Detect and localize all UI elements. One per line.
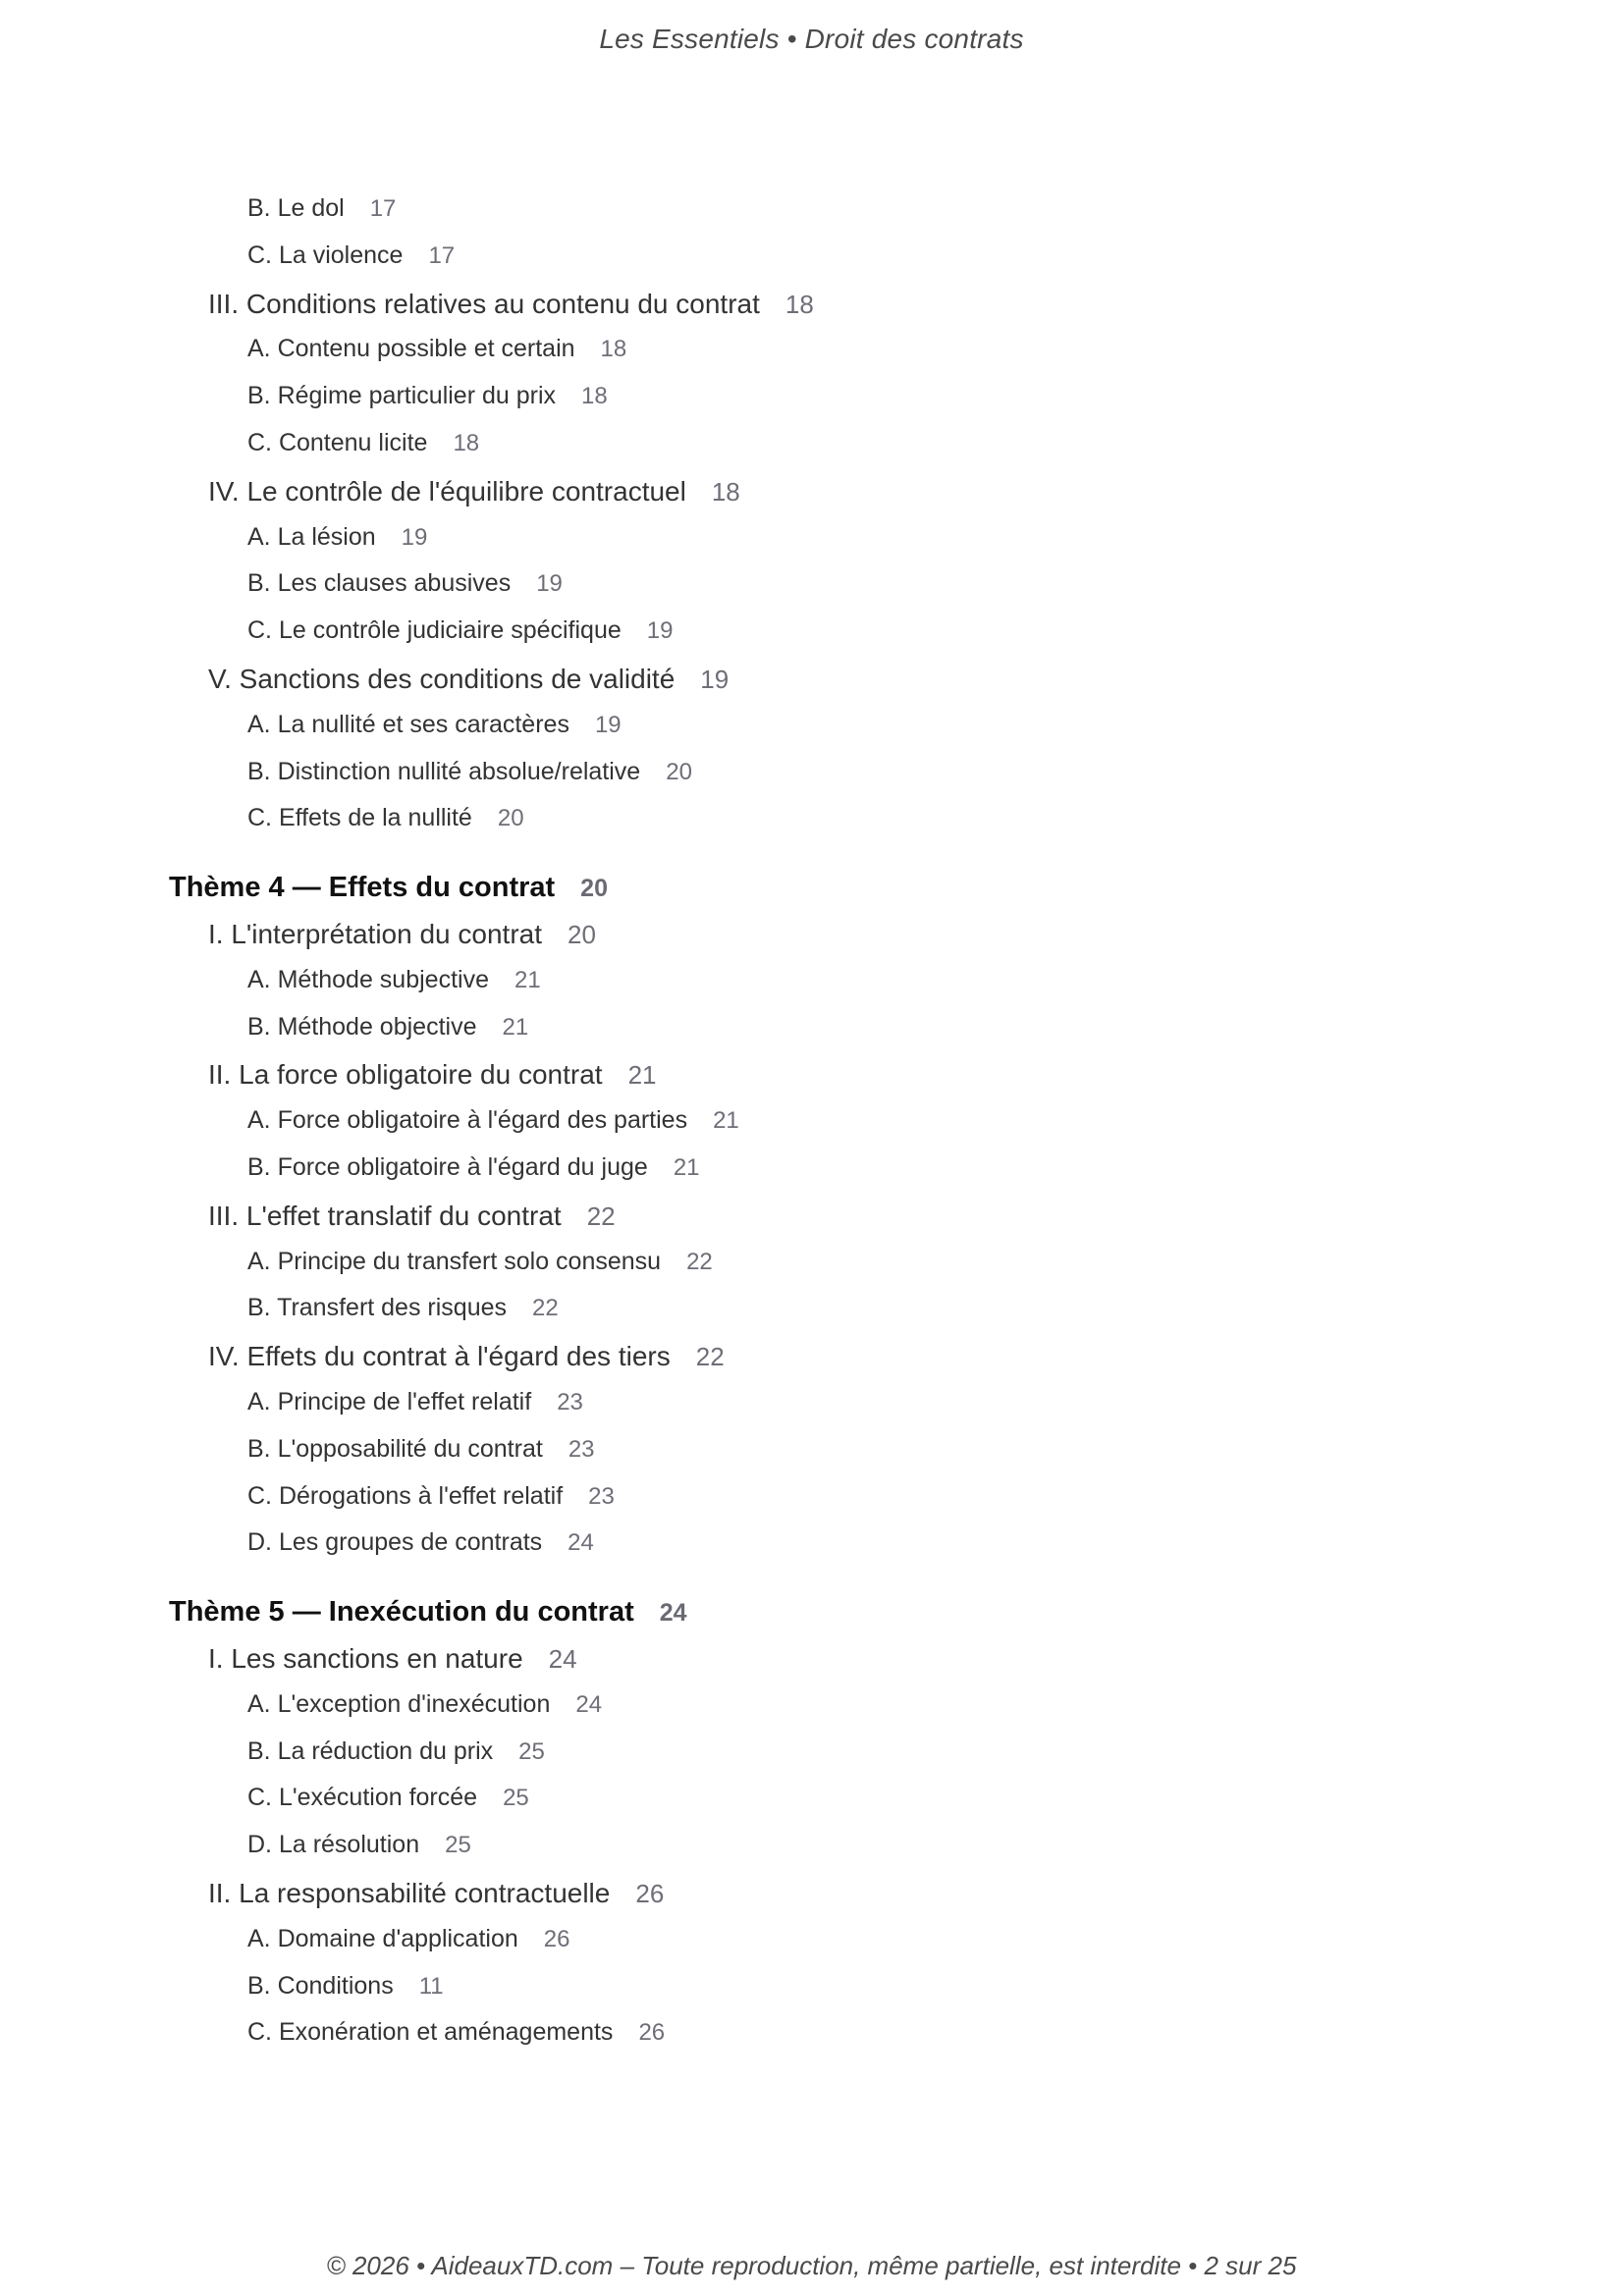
toc-section-entry[interactable] (208, 666, 729, 693)
toc-entry-label: C. La violence (247, 240, 404, 269)
toc-subsection-entry[interactable] (247, 240, 456, 269)
toc-page-number: 24 (575, 1690, 603, 1718)
toc-page-number: 20 (580, 875, 608, 903)
toc-subsection-entry[interactable] (247, 1736, 545, 1765)
toc-entry-label: C. Contenu licite (247, 429, 428, 456)
toc-entry-label: III. Conditions relatives au contenu du contrat (208, 288, 760, 319)
toc-section-entry[interactable] (208, 1880, 664, 1907)
toc-entry-label: III. L'effet translatif du contrat (208, 1200, 562, 1231)
toc-page-number: 19 (401, 523, 428, 551)
toc-entry-label: B. Conditions (247, 1971, 394, 2000)
toc-entry-label: C. Dérogations à l'effet relatif (247, 1481, 564, 1510)
toc-entry-label: A. L'exception d'inexécution (247, 1689, 551, 1718)
toc-section-entry[interactable] (208, 921, 596, 948)
toc-page-number: 11 (418, 1972, 444, 2000)
toc-entry-label: A. La nullité et ses caractères (247, 710, 569, 738)
toc-entry-label: A. La lésion (247, 522, 376, 551)
toc-entry-label: A. Principe du transfert solo consensu (247, 1247, 662, 1275)
toc-entry-label: Thème 5 — Inexécution du contrat (169, 1596, 634, 1629)
toc-entry-label: Thème 4 — Effets du contrat (169, 872, 556, 904)
toc-page-number: 21 (502, 1013, 529, 1041)
toc-subsection-entry[interactable] (247, 196, 396, 221)
toc-section-entry[interactable] (208, 1061, 657, 1089)
toc-entry-label: B. Distinction nullité absolue/relative (247, 757, 641, 785)
toc-page-number: 22 (695, 1342, 725, 1372)
toc-subsection-entry[interactable] (247, 1012, 529, 1041)
toc-entry-label: A. Force obligatoire à l'égard des parties (247, 1106, 688, 1135)
toc-section-entry[interactable] (208, 1202, 616, 1230)
toc-page-number: 26 (543, 1925, 570, 1952)
toc-subsection-entry[interactable] (247, 384, 608, 408)
toc-subsection-entry[interactable] (247, 522, 428, 551)
toc-entry-label: II. La force obligatoire du contrat (208, 1059, 603, 1091)
toc-section-entry[interactable] (208, 475, 740, 507)
toc-subsection-entry[interactable] (247, 431, 479, 455)
toc-page-number: 22 (532, 1295, 559, 1322)
running-footer: © 2026 • AideauxTD.com – Toute reproduction, même partielle, est interdite • 2 sur 25 (326, 2251, 1297, 2280)
toc-section-entry[interactable] (208, 1343, 725, 1370)
toc-page-number: 18 (453, 430, 480, 456)
toc-entry-label: B. Transfert des risques (247, 1294, 508, 1322)
toc-entry-label: II. La responsabilité contractuelle (208, 1878, 611, 1908)
toc-page-number: 17 (369, 195, 397, 222)
toc-page-number: 17 (428, 241, 456, 269)
toc-entry-label: V. Sanctions des conditions de validité (208, 664, 676, 694)
toc-entry-label: B. Méthode objective (247, 1012, 477, 1041)
toc-subsection-entry[interactable] (247, 1924, 570, 1952)
toc-subsection-entry[interactable] (247, 1689, 603, 1718)
toc-page-number: 23 (568, 1435, 595, 1463)
toc-subsection-entry[interactable] (247, 1108, 739, 1133)
toc-entry-label: B. Régime particulier du prix (247, 382, 557, 410)
toc-entry-label: IV. Effets du contrat à l'égard des tiers (208, 1341, 671, 1372)
toc-page-number: 25 (445, 1832, 471, 1859)
toc-entry-label: D. Les groupes de contrats (247, 1528, 543, 1557)
toc-page-number: 26 (635, 1879, 665, 1908)
toc-page-number: 20 (497, 805, 524, 832)
toc-entry-label: C. Effets de la nullité (247, 804, 472, 832)
toc-entry-label: A. Méthode subjective (247, 965, 489, 993)
toc-subsection-entry[interactable] (247, 1530, 594, 1555)
toc-page-number: 20 (568, 920, 596, 949)
toc-page-number: 19 (594, 711, 622, 738)
toc-page-number: 20 (666, 758, 692, 785)
toc-entry-label: B. La réduction du prix (247, 1736, 494, 1765)
toc-entry-label: IV. Le contrôle de l'équilibre contractuel (208, 475, 686, 507)
toc-page-number: 21 (673, 1154, 700, 1181)
toc-entry-label: B. L'opposabilité du contrat (247, 1434, 543, 1463)
toc-entry-label: C. Exonération et aménagements (247, 2018, 614, 2047)
toc-page-number: 24 (568, 1529, 594, 1557)
toc-page-number: 19 (536, 570, 563, 598)
toc-subsection-entry[interactable] (247, 1481, 615, 1510)
toc-entry-label: A. Domaine d'application (247, 1924, 518, 1952)
toc-entry-label: A. Contenu possible et certain (247, 335, 575, 363)
toc-page-number: 19 (700, 665, 730, 694)
toc-entry-label: B. Force obligatoire à l'égard du juge (247, 1153, 648, 1181)
toc-subsection-entry[interactable] (247, 618, 673, 643)
toc-page-number: 24 (659, 1599, 687, 1628)
toc-subsection-entry[interactable] (247, 571, 563, 596)
toc-subsection-entry[interactable] (247, 710, 622, 738)
toc-page-number: 24 (548, 1644, 577, 1674)
toc-entry-label: D. La résolution (247, 1831, 420, 1859)
toc-theme-heading[interactable] (169, 1598, 687, 1627)
toc-section-entry[interactable] (208, 288, 814, 319)
toc-page-number: 22 (586, 1201, 616, 1231)
toc-page-number: 18 (784, 289, 814, 319)
toc-page-number: 25 (503, 1785, 529, 1812)
toc-page-number: 18 (581, 383, 608, 410)
toc-page-number: 18 (600, 336, 627, 363)
toc-entry-label: I. Les sanctions en nature (208, 1643, 523, 1674)
toc-entry-label: I. L'interprétation du contrat (208, 919, 542, 949)
toc-theme-heading[interactable] (169, 874, 608, 902)
toc-entry-label: C. Le contrôle judiciaire spécifique (247, 616, 622, 645)
toc-subsection-entry[interactable] (247, 1833, 471, 1857)
toc-page-number: 26 (638, 2019, 666, 2047)
toc-subsection-entry[interactable] (247, 1971, 444, 2000)
toc-subsection-entry[interactable] (247, 757, 692, 785)
toc-subsection-entry[interactable] (247, 965, 541, 993)
toc-subsection-entry[interactable] (247, 1434, 595, 1463)
toc-page-number: 18 (711, 476, 740, 507)
toc-subsection-entry[interactable] (247, 806, 524, 830)
toc-entry-label: B. Le dol (247, 194, 345, 222)
toc-entry-label: A. Principe de l'effet relatif (247, 1388, 532, 1415)
toc-subsection-entry[interactable] (247, 1786, 529, 1810)
toc-page-number: 19 (646, 617, 674, 645)
toc-subsection-entry[interactable] (247, 1155, 700, 1180)
running-header: Les Essentiels • Droit des contrats (599, 24, 1024, 54)
toc-page-number: 21 (713, 1107, 739, 1135)
toc-subsection-entry[interactable] (247, 337, 626, 361)
toc-page-number: 23 (588, 1482, 615, 1510)
toc-page-number: 23 (557, 1389, 583, 1415)
toc-subsection-entry[interactable] (247, 1390, 583, 1415)
toc-subsection-entry[interactable] (247, 1296, 559, 1320)
toc-page-number: 22 (686, 1248, 713, 1275)
toc-section-entry[interactable] (208, 1645, 577, 1673)
toc-entry-label: C. L'exécution forcée (247, 1784, 478, 1812)
toc-subsection-entry[interactable] (247, 2020, 665, 2045)
toc-entry-label: B. Les clauses abusives (247, 569, 512, 598)
toc-page-number: 21 (514, 966, 541, 993)
toc-page-number: 21 (627, 1060, 657, 1091)
toc-page-number: 25 (518, 1737, 545, 1765)
toc-subsection-entry[interactable] (247, 1247, 713, 1275)
